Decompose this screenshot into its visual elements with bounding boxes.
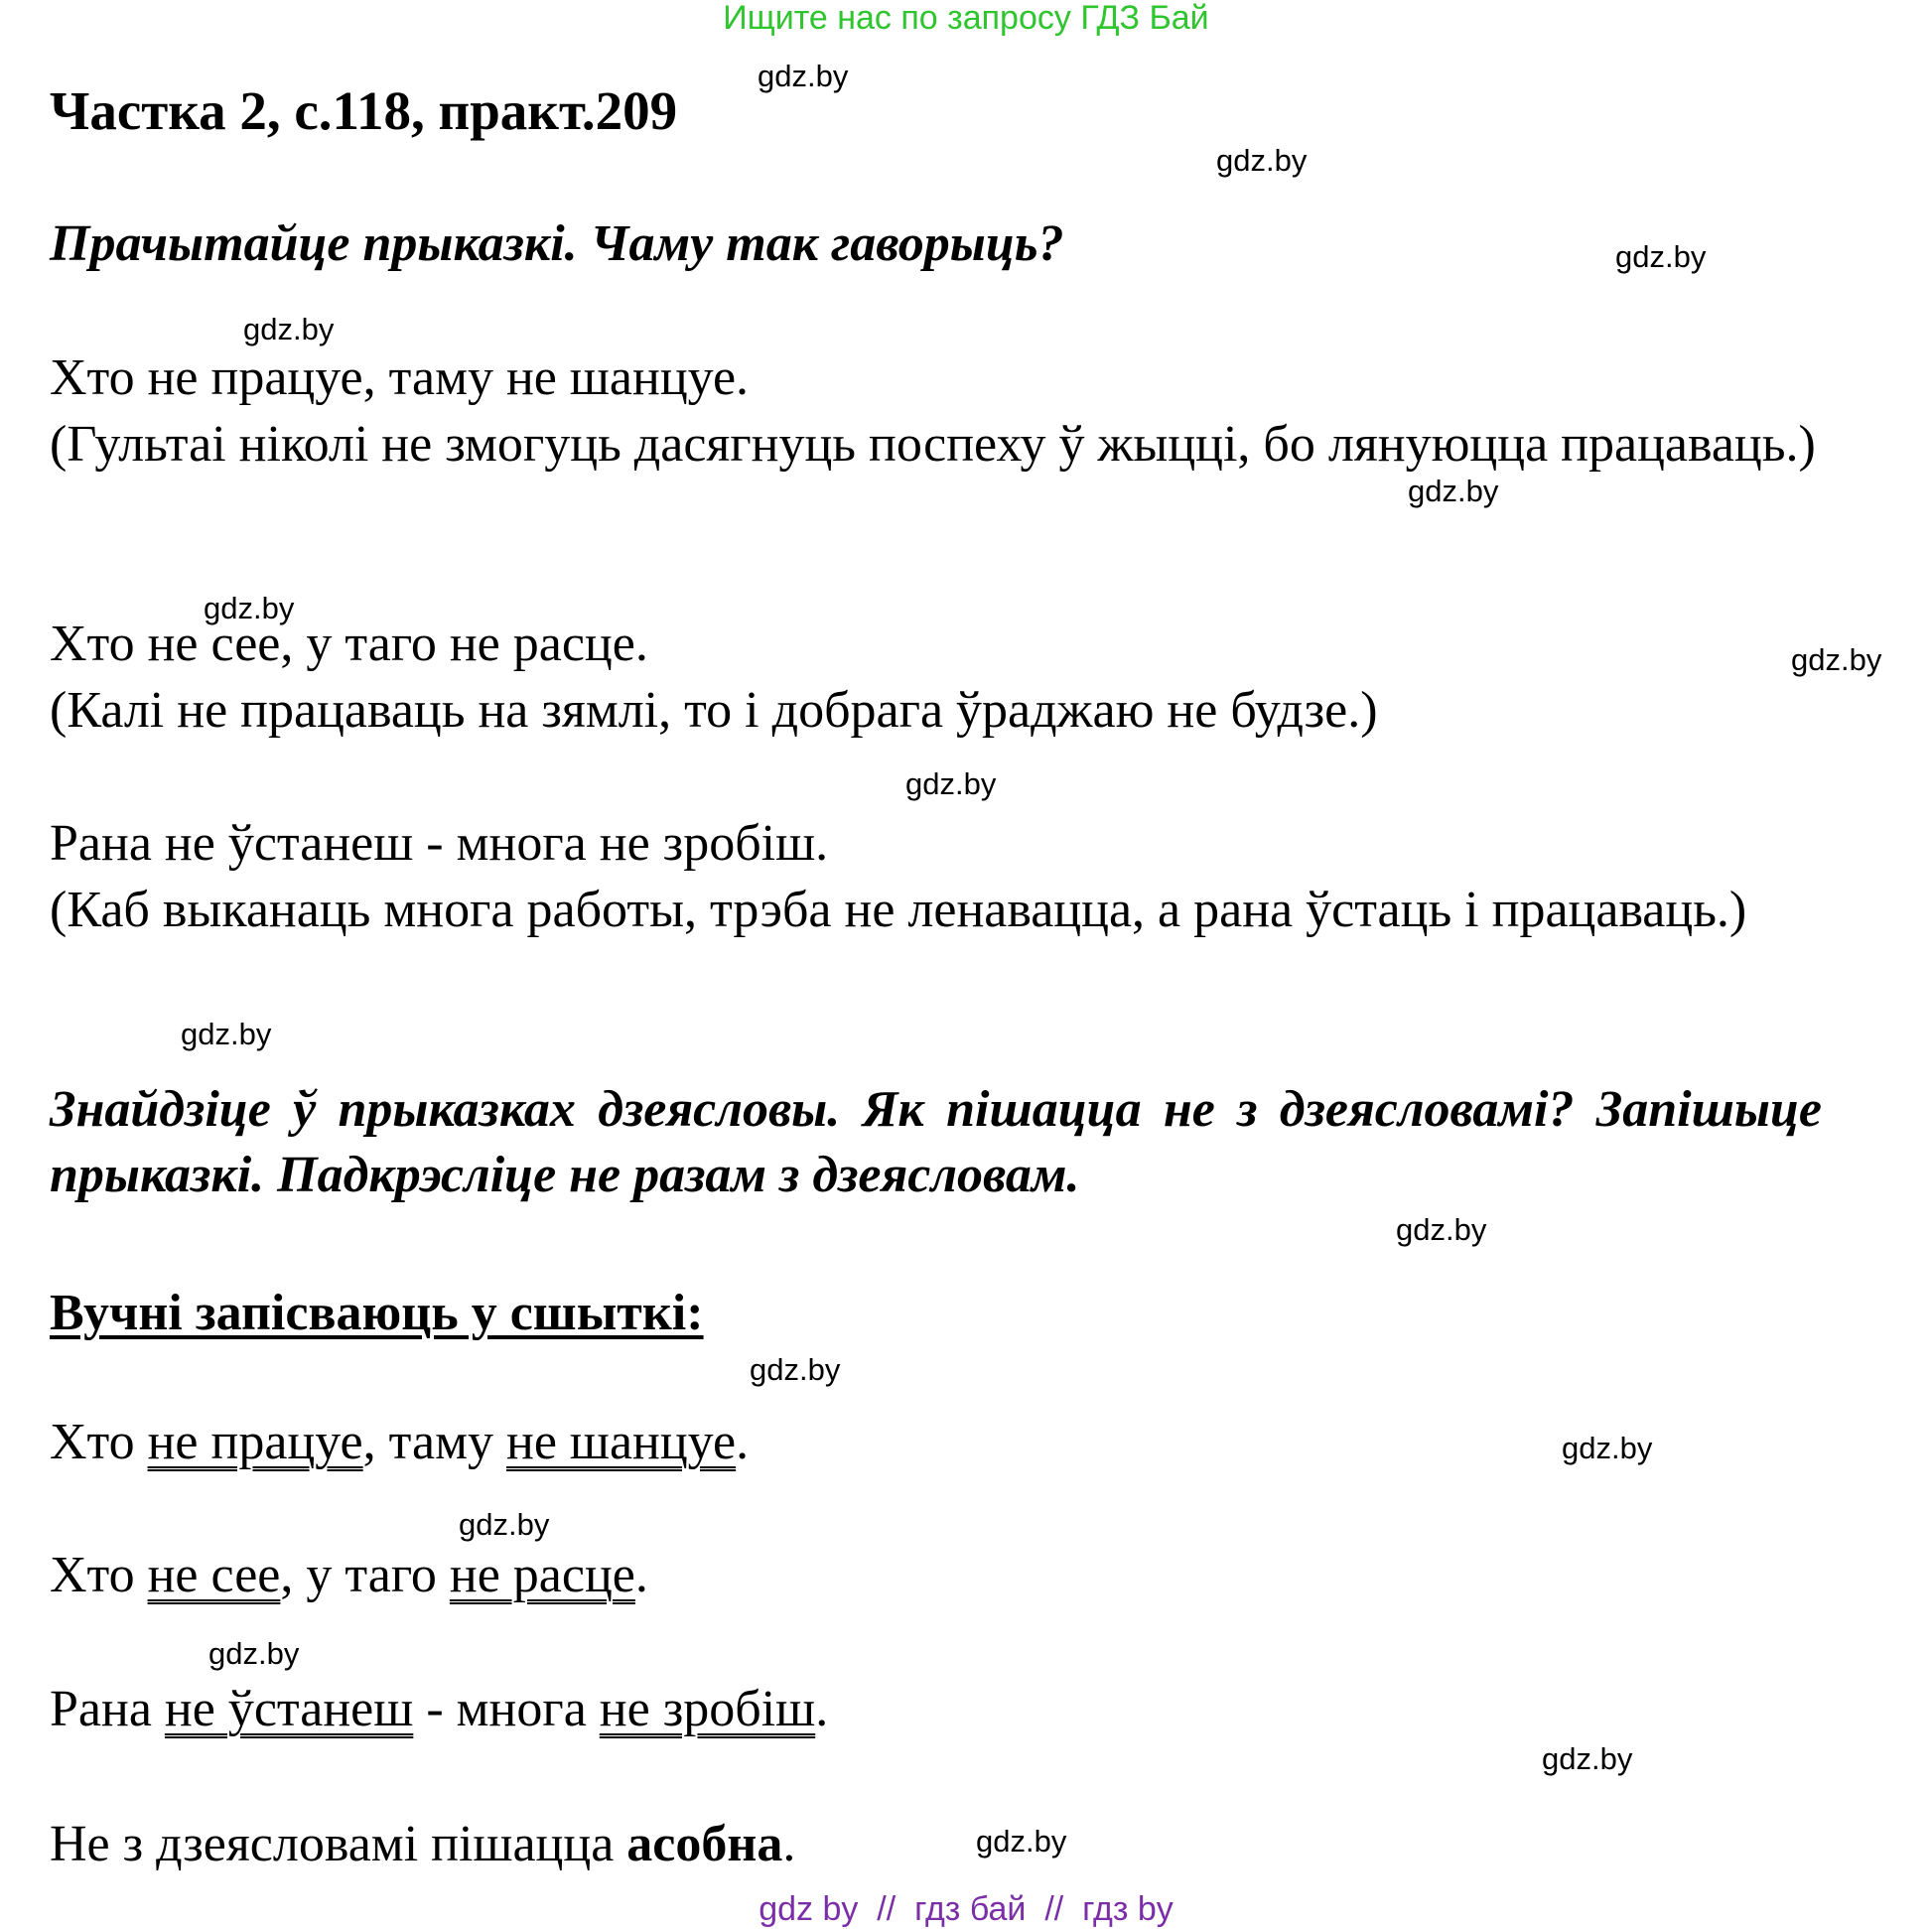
- task-2: Знайдзіце ў прыказках дзеясловы. Як пішацца не з дзеясловамі? Запішыце прыказкі. Падкрэсліце не разам з дзеясловам.: [50, 1081, 1822, 1203]
- watermark: gdz.by: [905, 766, 997, 801]
- notebook-text: .: [815, 1681, 829, 1737]
- watermark: gdz.by: [181, 1017, 272, 1051]
- page-heading: Частка 2, с.118, практ.209: [50, 80, 678, 141]
- watermark: gdz.by: [1615, 239, 1707, 274]
- explanation-2: (Калі не працаваць на зямлі, то і добрага ўраджаю не будзе.): [50, 682, 1378, 739]
- notebook-text: , таму: [362, 1414, 506, 1470]
- underlined-verb: не расце: [449, 1547, 635, 1603]
- notebook-line-3: [50, 1677, 828, 1742]
- conclusion-end: .: [782, 1816, 796, 1872]
- watermark: gdz.by: [1396, 1212, 1487, 1247]
- watermark: gdz.by: [208, 1636, 300, 1671]
- notebook-text: - многа: [413, 1681, 600, 1737]
- watermark: gdz.by: [1542, 1741, 1633, 1776]
- watermark: gdz.by: [459, 1507, 550, 1542]
- watermark: gdz.by: [758, 59, 849, 93]
- watermark: gdz.by: [243, 312, 335, 346]
- underlined-verb: не працуе: [147, 1414, 363, 1470]
- notebook-text: .: [736, 1414, 750, 1470]
- underlined-verb: не ўстанеш: [164, 1681, 414, 1737]
- notebook-line-1: [50, 1410, 749, 1475]
- watermark: gdz.by: [976, 1824, 1067, 1859]
- notebook-line-2: [50, 1543, 648, 1608]
- notebook-text: Хто: [50, 1547, 148, 1603]
- watermark: gdz.by: [1408, 474, 1499, 508]
- proverb-2: Хто не сее, у таго не расце.: [50, 616, 648, 672]
- underlined-verb: не шанцуе: [506, 1414, 737, 1470]
- watermark: gdz.by: [750, 1352, 841, 1387]
- watermark: gdz.by: [1216, 143, 1308, 178]
- conclusion: [50, 1812, 795, 1877]
- notebook-text: .: [634, 1547, 648, 1603]
- watermark: gdz.by: [1791, 642, 1882, 677]
- explanation-3: (Каб выканаць многа работы, трэба не ленавацца, а рана ўстаць і працаваць.): [50, 882, 1747, 938]
- watermark: gdz.by: [1562, 1431, 1653, 1465]
- section-title: Вучні запісваюць у сшыткі:: [50, 1285, 704, 1341]
- underlined-verb: не сее: [147, 1547, 281, 1603]
- conclusion-text: Не з дзеясловамі пішацца: [50, 1816, 627, 1872]
- underlined-verb: не зробіш: [599, 1681, 816, 1737]
- notebook-text: Хто: [50, 1414, 148, 1470]
- task-1: Прачытайце прыказкі. Чаму так гаворыць?: [50, 215, 1064, 272]
- top-banner: Ищите нас по запросу ГДЗ Бай: [723, 0, 1209, 37]
- notebook-text: Рана: [50, 1681, 165, 1737]
- proverb-1: Хто не працуе, таму не шанцуе.: [50, 349, 750, 406]
- explanation-1: (Гультаі ніколі не змогуць дасягнуць поспеху ў жыцці, бо лянуюцца працаваць.): [50, 416, 1816, 473]
- proverb-3: Рана не ўстанеш - многа не зробіш.: [50, 815, 829, 872]
- footer-links[interactable]: gdz by // гдз бай // гдз by: [759, 1890, 1173, 1928]
- notebook-text: , у таго: [280, 1547, 450, 1603]
- conclusion-answer: асобна: [626, 1816, 783, 1872]
- watermark: gdz.by: [204, 591, 295, 625]
